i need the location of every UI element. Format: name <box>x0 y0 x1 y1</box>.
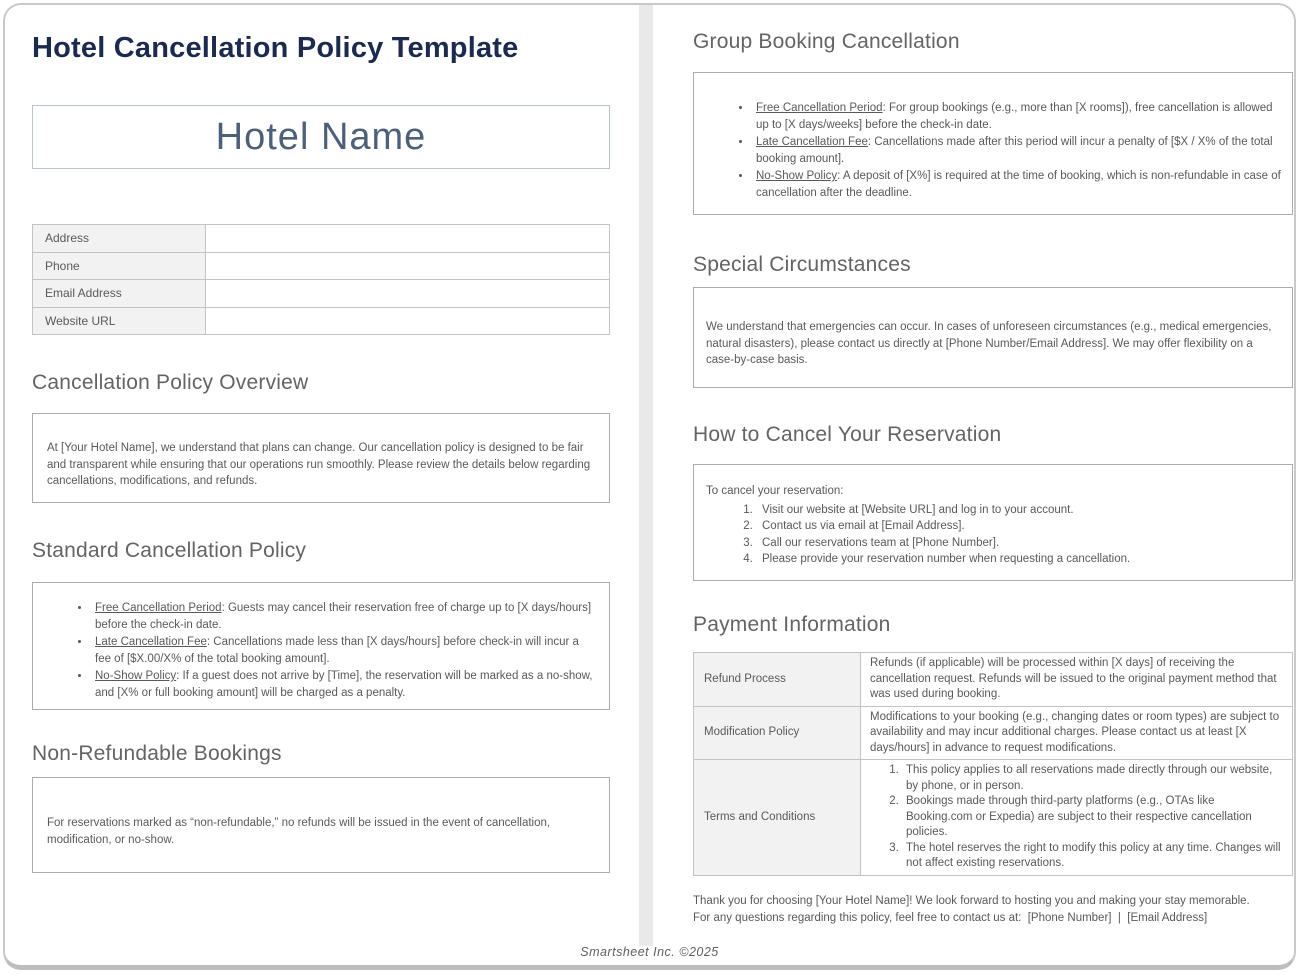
list-item <box>91 600 597 633</box>
bullet-text: : If a guest does not arrive by [Time], the reservation will be marked as a no-show, and [X% or full booking amount] will be charged as a penalty. <box>95 670 593 699</box>
closing-line-1: Thank you for choosing [Your Hotel Name]! We look forward to hosting you and making your stay memorable. <box>693 895 1250 907</box>
terms-list <box>870 763 1284 872</box>
hotel-name-field[interactable] <box>32 105 610 169</box>
contact-value-address[interactable] <box>206 225 610 253</box>
list-item: 4. Please provide your reservation number when requesting a cancellation. <box>756 551 1282 568</box>
list-item: 1. This policy applies to all reservations made directly through our website, by phone, or in person. <box>902 763 1284 794</box>
heading-group-booking: Group Booking Cancellation <box>693 30 960 53</box>
table-row <box>33 280 610 308</box>
contact-label-website: Website URL <box>33 307 206 335</box>
standard-policy-box <box>32 582 610 710</box>
table-row <box>694 653 1293 707</box>
list-item: 3. Call our reservations team at [Phone Number]. <box>756 535 1282 552</box>
contact-value-website[interactable] <box>206 307 610 335</box>
page-title: Hotel Cancellation Policy Template <box>32 32 519 64</box>
bullet-text: : For group bookings (e.g., more than [X rooms]), free cancellation is allowed up to [X days/weeks] before the check-in date. <box>756 102 1273 131</box>
how-to-cancel-steps <box>706 502 1282 568</box>
heading-special-circumstances: Special Circumstances <box>693 253 911 276</box>
table-row <box>694 760 1293 876</box>
heading-non-refundable: Non-Refundable Bookings <box>32 742 282 765</box>
brand-copyright: Smartsheet Inc. ©2025 <box>580 945 719 959</box>
contact-table <box>32 224 610 335</box>
heading-standard-policy: Standard Cancellation Policy <box>32 539 307 562</box>
group-booking-box <box>693 72 1293 215</box>
list-item: 1. Visit our website at [Website URL] and log in to your account. <box>756 502 1282 519</box>
contact-label-phone: Phone <box>33 252 206 280</box>
bullet-text: : Cancellations made less than [X days/hours] before check-in will incur a fee of [$X.00/X% of the total booking amount]. <box>95 636 579 665</box>
payment-text-modification: Modifications to your booking (e.g., changing dates or room types) are subject to availability and may incur additional charges. Please contact us at least [X days/hours] in advance to request modifications. <box>861 706 1293 760</box>
how-to-cancel-intro: To cancel your reservation: <box>706 485 844 497</box>
contact-label-address: Address <box>33 225 206 253</box>
list-item: 3. The hotel reserves the right to modify this policy at any time. Changes will not affect existing reservations. <box>902 841 1284 872</box>
payment-label-refund: Refund Process <box>694 653 861 707</box>
list-item: 2. Bookings made through third-party platforms (e.g., OTAs like Booking.com or Expedia) are subject to their respective cancellation policies. <box>902 794 1284 841</box>
contact-value-email[interactable] <box>206 280 610 308</box>
list-item <box>752 168 1282 201</box>
bullet-term: Free Cancellation Period <box>95 602 222 614</box>
list-item <box>91 634 597 667</box>
bullet-term: Late Cancellation Fee <box>756 136 868 148</box>
heading-payment-information: Payment Information <box>693 613 891 636</box>
list-item <box>91 668 597 701</box>
table-row <box>694 706 1293 760</box>
overview-text: At [Your Hotel Name], we understand that plans can change. Our cancellation policy is designed to be fair and transparent while ensuring that our operations run smoothly. Please review the details below regarding cancellations, modifications, and refunds. <box>47 442 591 487</box>
heading-overview: Cancellation Policy Overview <box>32 371 309 394</box>
list-item <box>752 100 1282 133</box>
bullet-term: Free Cancellation Period <box>756 102 883 114</box>
payment-label-modification: Modification Policy <box>694 706 861 760</box>
group-booking-list <box>694 100 1282 201</box>
bullet-text: : Cancellations made after this period will incur a penalty of [$X / X% of the total booking amount]. <box>756 136 1273 165</box>
special-circumstances-text: We understand that emergencies can occur. In cases of unforeseen circumstances (e.g., medical emergencies, natural disasters), please contact us directly at [Phone Number/Email Address]. We may offer flexibility on a case-by-case basis. <box>706 321 1272 366</box>
overview-box <box>32 413 610 503</box>
special-circumstances-box <box>693 287 1293 388</box>
bullet-term: Late Cancellation Fee <box>95 636 207 648</box>
bullet-term: No-Show Policy <box>95 670 177 682</box>
standard-policy-list <box>33 600 597 701</box>
list-item: 2. Contact us via email at [Email Address]. <box>756 518 1282 535</box>
bullet-term: No-Show Policy <box>756 170 838 182</box>
contact-label-email: Email Address <box>33 280 206 308</box>
table-row <box>33 225 610 253</box>
contact-value-phone[interactable] <box>206 252 610 280</box>
bullet-text: : Guests may cancel their reservation free of charge up to [X days/hours] before the check-in date. <box>95 602 592 631</box>
non-refundable-box <box>32 777 610 873</box>
closing-paragraph <box>693 893 1293 926</box>
hotel-name-text: Hotel Name <box>215 115 427 158</box>
payment-terms-cell <box>861 760 1293 876</box>
payment-table <box>693 652 1293 876</box>
table-row <box>33 307 610 335</box>
heading-how-to-cancel: How to Cancel Your Reservation <box>693 423 1002 446</box>
column-divider <box>639 5 653 946</box>
non-refundable-text: For reservations marked as “non-refundable,” no refunds will be issued in the event of cancellation, modification, or no-show. <box>47 817 551 846</box>
payment-label-terms: Terms and Conditions <box>694 760 861 876</box>
bullet-text: : A deposit of [X%] is required at the time of booking, which is non-refundable in case of cancellation after the deadline. <box>756 170 1281 199</box>
document-page <box>3 3 1296 970</box>
payment-text-refund: Refunds (if applicable) will be processed within [X days] of receiving the cancellation request. Refunds will be issued to the original payment method that was used during booking. <box>861 653 1293 707</box>
closing-line-2: For any questions regarding this policy, feel free to contact us at: [Phone Number] | [Email Address] <box>693 911 1208 924</box>
how-to-cancel-box <box>693 464 1293 581</box>
table-row <box>33 252 610 280</box>
list-item <box>752 134 1282 167</box>
